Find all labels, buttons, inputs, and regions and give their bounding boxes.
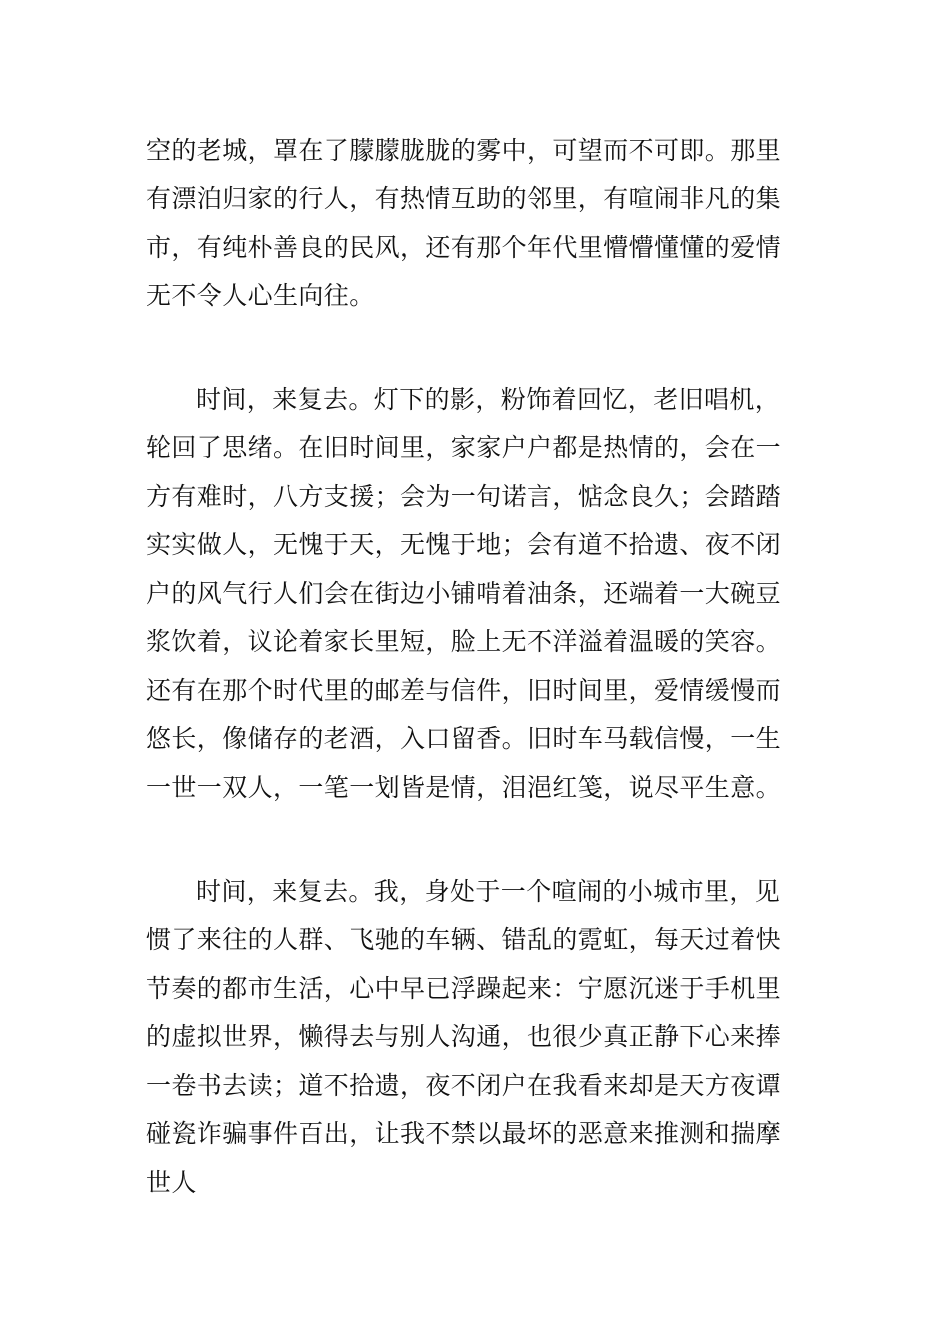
paragraph-3-line-7: 世人 (146, 1168, 197, 1197)
paragraph-2-line-3: 方有难时，八方支援；会为一句诺言，惦念良久；会踏踏 (146, 482, 782, 511)
paragraph-2-line-6: 浆饮着，议论着家长里短，脸上无不洋溢着温暖的笑容。 (146, 627, 782, 656)
paragraph-1-line-2: 有漂泊归家的行人，有热情互助的邻里，有喧闹非凡的集 (146, 184, 782, 213)
paragraph-3-line-6: 碰瓷诈骗事件百出，让我不禁以最坏的恶意来推测和揣摩 (146, 1119, 782, 1148)
paragraph-3-line-2: 惯了来往的人群、飞驰的车辆、错乱的霓虹，每天过着快 (146, 925, 782, 954)
paragraph-2-line-2: 轮回了思绪。在旧时间里，家家户户都是热情的，会在一 (146, 433, 782, 462)
paragraph-2-line-5: 户的风气行人们会在街边小铺啃着油条，还端着一大碗豆 (146, 579, 782, 608)
paragraph-2-line-9: 一世一双人，一笔一划皆是情，泪浥红笺，说尽平生意。 (146, 773, 782, 802)
paragraph-2-line-8: 悠长，像储存的老酒，入口留香。旧时车马载信慢，一生 (146, 724, 782, 753)
paragraph-1-line-4: 无不令人心生向往。 (146, 281, 375, 310)
paragraph-3-line-4: 的虚拟世界，懒得去与别人沟通，也很少真正静下心来捧 (146, 1022, 782, 1051)
paragraph-1-line-3: 市，有纯朴善良的民风，还有那个年代里懵懵懂懂的爱情 (146, 233, 782, 262)
paragraph-3-line-1: 时间，来复去。我，身处于一个喧闹的小城市里，见 (196, 877, 781, 906)
paragraph-2-line-4: 实实做人，无愧于天，无愧于地；会有道不拾遗、夜不闭 (146, 530, 782, 559)
paragraph-3-line-3: 节奏的都市生活，心中早已浮躁起来：宁愿沉迷于手机里 (146, 974, 782, 1003)
paragraph-3-line-5: 一卷书去读；道不拾遗，夜不闭户在我看来却是天方夜谭 (146, 1071, 782, 1100)
paragraph-2-line-7: 还有在那个时代里的邮差与信件，旧时间里，爱情缓慢而 (146, 676, 782, 705)
paragraph-2-line-1: 时间，来复去。灯下的影，粉饰着回忆，老旧唱机， (196, 385, 781, 414)
paragraph-1-line-1: 空的老城，罩在了朦朦胧胧的雾中，可望而不可即。那里 (146, 136, 782, 165)
